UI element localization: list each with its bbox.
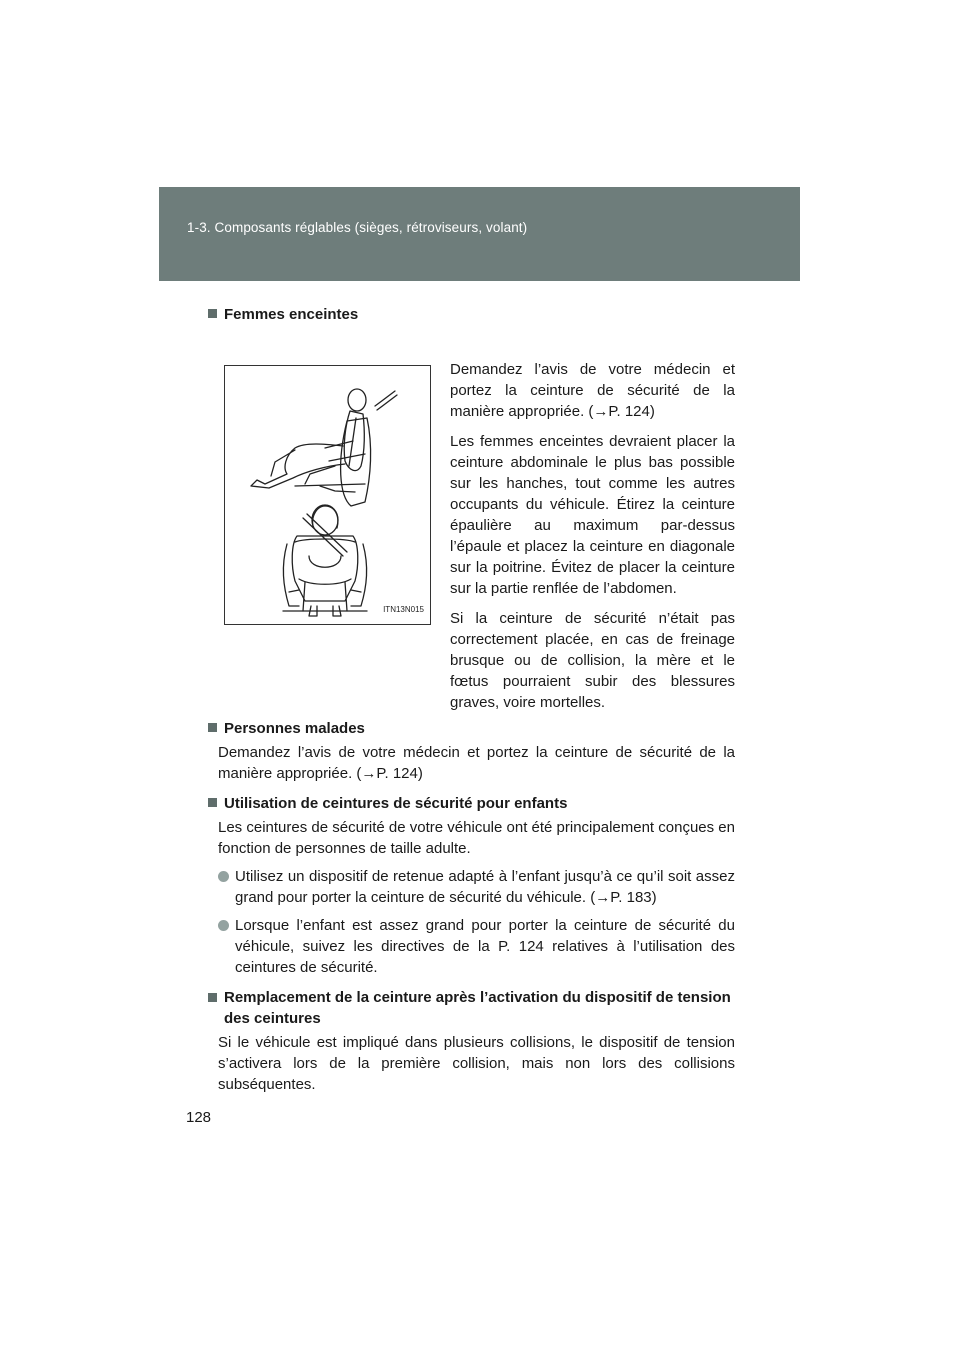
replacement-paragraph: Si le véhicule est impliqué dans plusieurs collisions, le dispositif de tension s’activera lors de la première collision, mais non lors des collisions subséquentes. (218, 1034, 735, 1093)
section-square-icon (208, 798, 217, 807)
chapter-title: 1-3. Composants réglables (sièges, rétroviseurs, volant) (187, 220, 528, 235)
front-view-figure (283, 505, 367, 616)
section-heading-children: Utilisation de ceintures de sécurité pour enfants (208, 793, 735, 814)
pregnant-text-column (450, 359, 735, 713)
ill-paragraph: Demandez l’avis de votre médecin et portez la ceinture de sécurité de la manière appropriée. (→P. 124) (218, 744, 735, 782)
section-square-icon (208, 723, 217, 732)
children-paragraph: Les ceintures de sécurité de votre véhicule ont été principalement conçues en fonction de personnes de taille adulte. (218, 819, 735, 857)
side-view-figure (251, 389, 397, 506)
pregnant-woman-seatbelt-illustration (224, 365, 431, 625)
children-section (208, 793, 735, 978)
pregnant-paragraph-2: Les femmes enceintes devraient placer la ceinture abdominale le plus bas possible sur les hanches, tout comme les autres occupants du véhicule. Étirez la ceinture épaulière au maximum par-dessus l’épaule et placez la ceinture en diagonale sur la poitrine. Évitez de placer la ceinture sur la partie renflée de l’abdomen. (450, 433, 735, 597)
children-bullet-2: Lorsque l’enfant est assez grand pour porter la ceinture de sécurité du véhicule, suivez les directives de la P. 124 relatives à l’utilisation des ceintures de sécurité. (208, 915, 735, 978)
page-number: 128 (186, 1109, 212, 1126)
section-square-icon (208, 309, 217, 318)
section-heading-ill: Personnes malades (208, 718, 735, 739)
pregnant-paragraph-1: Demandez l’avis de votre médecin et portez la ceinture de sécurité de la manière appropriée. (→P. 124) (450, 361, 735, 420)
pregnant-section-body (208, 338, 735, 709)
section-square-icon (208, 993, 217, 1002)
section-heading-pregnant: Femmes enceintes (208, 304, 735, 325)
replacement-section (208, 987, 735, 1095)
children-bullet-1: Utilisez un dispositif de retenue adapté à l’enfant jusqu’à ce qu’il soit assez grand pour porter la ceinture de sécurité du véhicule. (→P. 183) (208, 866, 735, 908)
bullet-dot-icon (218, 920, 229, 931)
page-content (208, 304, 735, 1095)
figure-code: ITN13N015 (383, 605, 424, 614)
section-heading-replacement: Remplacement de la ceinture après l’activation du dispositif de tension des ceintures (208, 987, 735, 1029)
chapter-header-band (159, 187, 800, 281)
bullet-dot-icon (218, 871, 229, 882)
pregnant-paragraph-3: Si la ceinture de sécurité n’était pas correctement placée, en cas de freinage brusque ou de collision, la mère et le fœtus pourraient subir des blessures graves, voire mortelles. (450, 610, 735, 711)
ill-section (208, 718, 735, 784)
